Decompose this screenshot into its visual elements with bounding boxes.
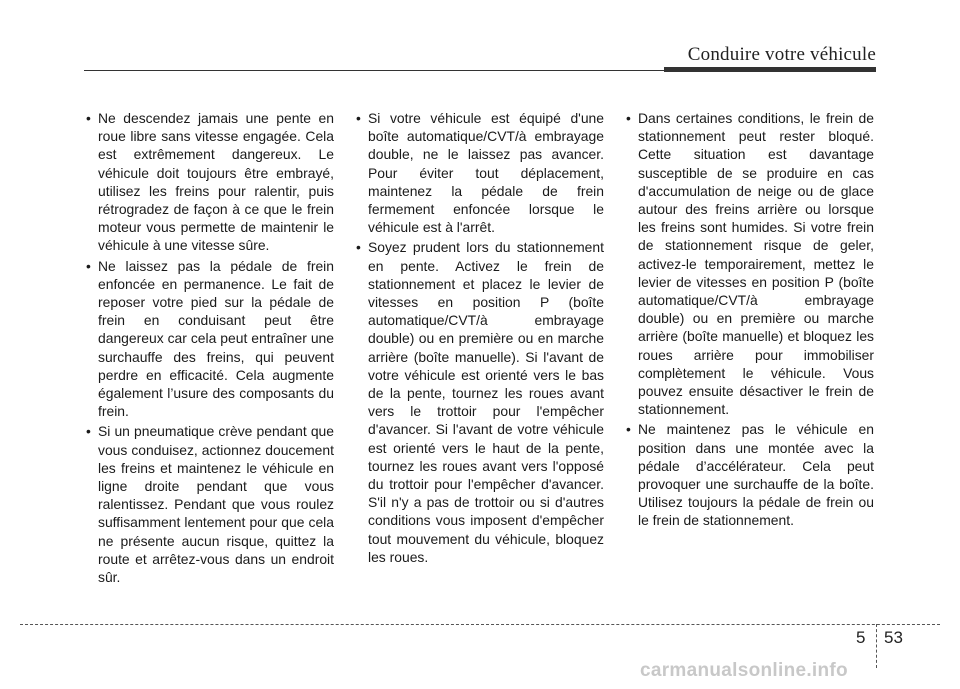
bullet-item: • Ne descendez jamais une pente en roue libre sans vitesse engagée. Cela est extrêmement dangereux. Le véhicule doit toujours être embrayé, utilisez les freins pour ralentir, puis rétrogradez de façon à ce que le frein moteur vous permette de maintenir le véhicule à une vitesse sûre. <box>84 109 334 255</box>
bullet-item: • Ne laissez pas la pédale de frein enfoncée en permanence. Le fait de reposer votre pied sur la pédale de frein en conduisant peut être dangereux car cela peut entraîner une surchauffe des freins, qui peuvent perdre en efficacité. Cela augmente également l’usure des composants du frein. <box>84 257 334 421</box>
text-column-3 <box>624 109 874 532</box>
text-column-2 <box>354 109 604 568</box>
section-title: Conduire votre véhicule <box>687 44 876 65</box>
bullet-item: • Si un pneumatique crève pendant que vous conduisez, actionnez doucement les freins et maintenez le véhicule en ligne droite pendant que vous ralentissez. Pendant que vous roulez suffisamment lentement pour que cela ne présente aucun risque, quittez la route et arrêtez-vous dans un endroit sûr. <box>84 422 334 586</box>
bullet-list <box>84 109 334 586</box>
bullet-list <box>624 109 874 530</box>
page-number-divider <box>876 624 877 668</box>
bullet-item: • Si votre véhicule est équipé d'une boîte automatique/CVT/à embrayage double, ne le laissez pas avancer. Pour éviter tout déplacement, maintenez la pédale de frein fermement enfoncée lorsque le véhicule est à l'arrêt. <box>354 109 604 236</box>
header-rule-accent <box>664 67 876 72</box>
watermark: carmanualsonline.info <box>640 660 848 681</box>
bullet-item: • Ne maintenez pas le véhicule en position dans une montée avec la pédale d’accélérateur. Cela peut provoquer une surchauffe de la boîte. Utilisez toujours la pédale de frein ou le frein de stationnement. <box>624 420 874 529</box>
page-number: 53 <box>884 628 903 647</box>
header-rule <box>84 70 664 71</box>
bullet-list <box>354 109 604 566</box>
bullet-item: • Soyez prudent lors du stationnement en pente. Activez le frein de stationnement et placez le levier de vitesses en position P (boîte automatique/CVT/à embrayage double) ou en première ou en marche arrière (boîte manuelle). Si l'avant de votre véhicule est orienté vers le bas de la pente, tournez les roues avant vers le trottoir pour l'empêcher d'avancer. Si l'avant de votre véhicule est orienté vers le haut de la pente, tournez les roues avant vers l'opposé du trottoir pour l'empêcher d'avancer. S'il n'y a pas de trottoir ou si d'autres conditions vous imposent d'empêcher tout mouvement du véhicule, bloquez les roues. <box>354 238 604 566</box>
footer-divider <box>20 624 940 625</box>
text-column-1 <box>84 109 334 588</box>
chapter-number: 5 <box>856 628 866 647</box>
bullet-item: • Dans certaines conditions, le frein de stationnement peut rester bloqué. Cette situation est davantage susceptible de se produire en cas d'accumulation de neige ou de glace autour des freins arrière ou lorsque les freins sont humides. Si votre frein de stationnement risque de geler, activez-le temporairement, mettez le levier de vitesses en position P (boîte automatique/CVT/à embrayage double) ou en première ou marche arrière (boîte manuelle) et bloquez les roues arrière pour immobiliser complètement le véhicule. Vous pouvez ensuite désactiver le frein de stationnement. <box>624 109 874 418</box>
